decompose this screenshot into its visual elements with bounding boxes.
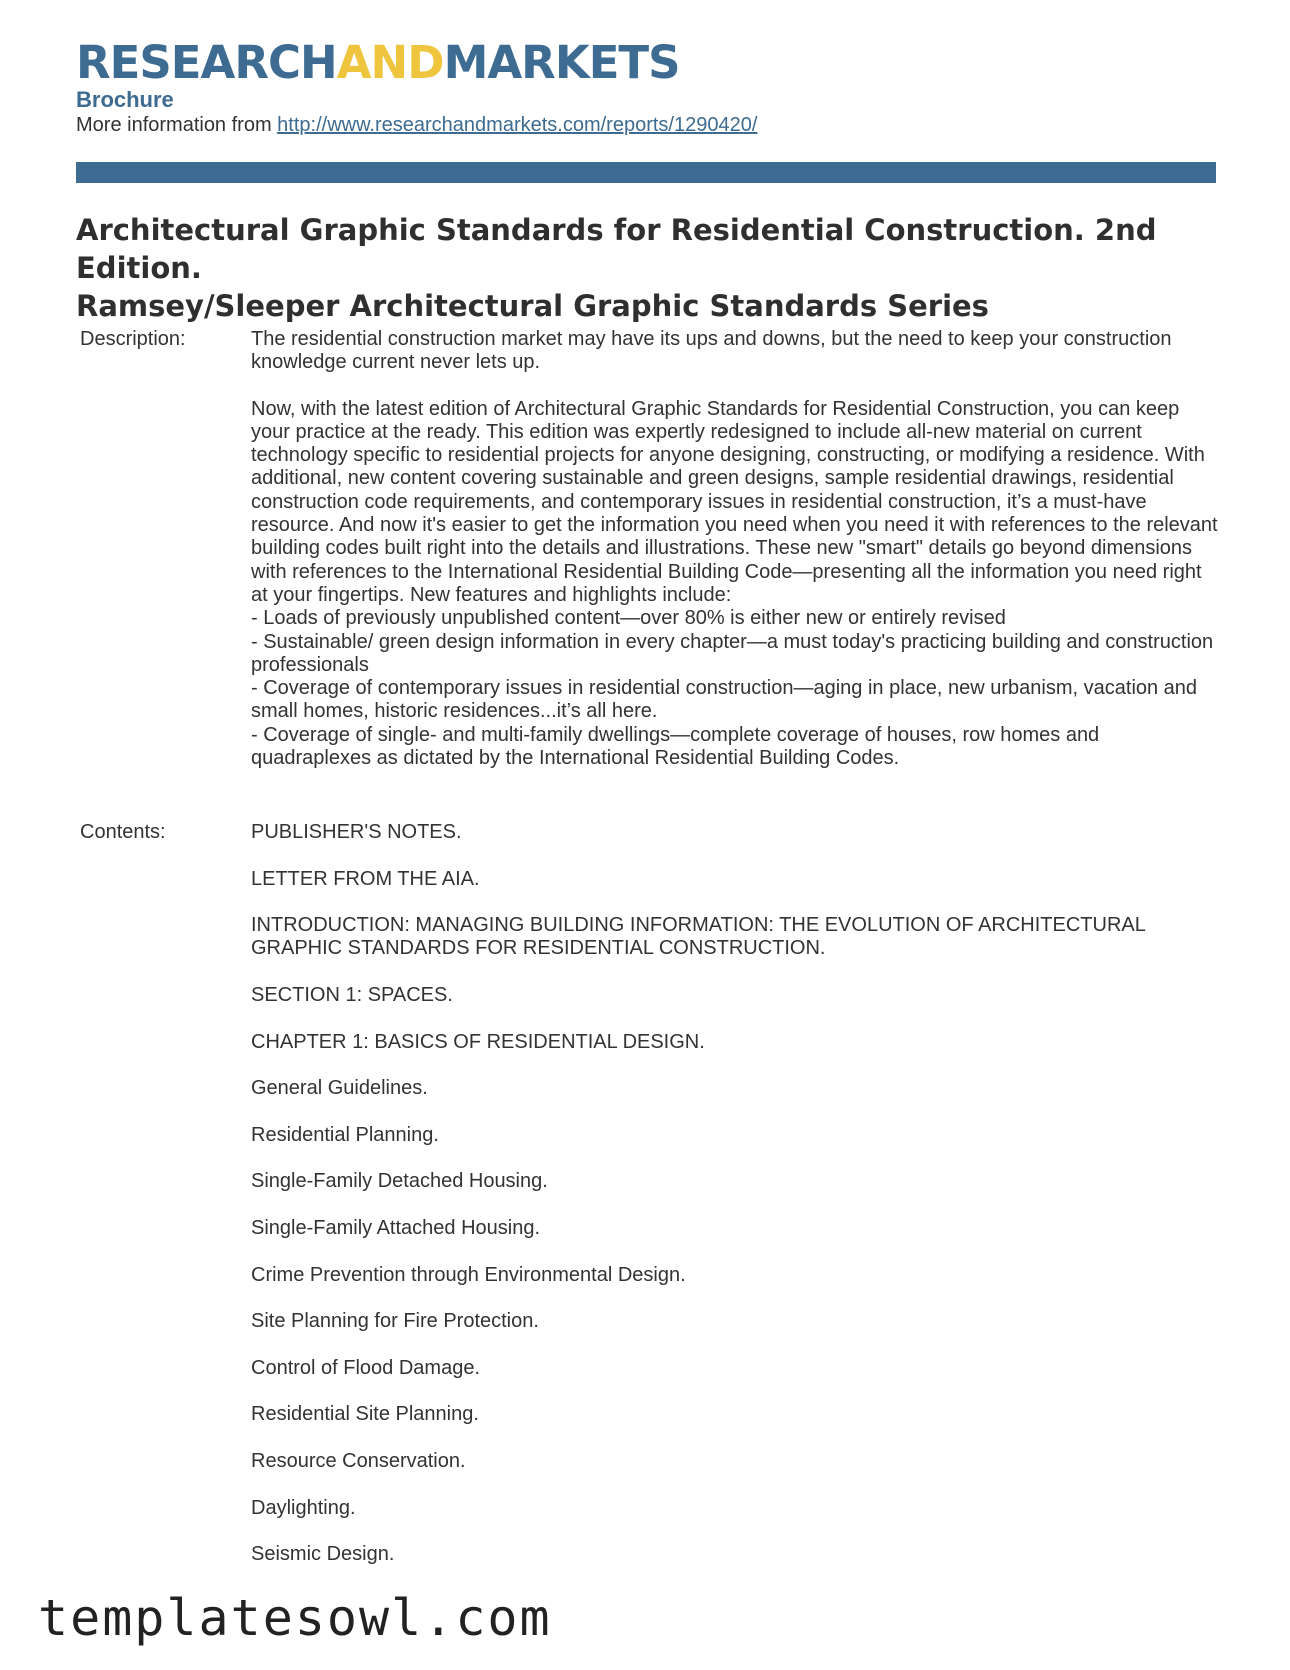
contents-list (251, 821, 1221, 1590)
description-paragraph-1: The residential construction market may have its ups and downs, but the need to keep your construction knowledge current never lets up. (251, 328, 1172, 374)
more-info-prefix: More information from (76, 114, 278, 136)
logo-and: AND (336, 36, 444, 89)
contents-item: CHAPTER 1: BASICS OF RESIDENTIAL DESIGN. (251, 1030, 705, 1053)
contents-item: INTRODUCTION: MANAGING BUILDING INFORMATION: THE EVOLUTION OF ARCHITECTURAL GRAPHIC STANDARDS FOR RESIDENTIAL CONSTRUCTION. (251, 914, 1146, 960)
description-paragraph-2 (251, 398, 1221, 771)
company-logo (76, 36, 680, 90)
contents-item: PUBLISHER'S NOTES. (251, 821, 462, 843)
contents-item: SECTION 1: SPACES. (251, 984, 453, 1007)
contents-item: General Guidelines. (251, 1077, 428, 1100)
feature-bullet-4: - Coverage of single- and multi-family dwellings—complete coverage of houses, row homes and quadraplexes as dictated by the International Residential Building Codes. (251, 723, 1100, 770)
description-paragraph-2-text: Now, with the latest edition of Architectural Graphic Standards for Residential Construction, you can keep your practice at the ready. This edition was expertly redesigned to include all-new material on current technology specific to residential projects for anyone designing, constructing, or modifying a residence. With additional, new content covering sustainable and green designs, sample residential drawings, residential construction code requirements, and contemporary issues in residential construction, it’s a must-have resource. And now it's easier to get the information you need when you need it with references to the relevant building codes built right into the details and illustrations. These new "smart" details go beyond dimensions with references to the International Residential Building Code—presenting all the information you need right at your fingertips. New features and highlights include: (251, 397, 1218, 606)
header-divider-bar (76, 162, 1216, 183)
brochure-label: Brochure (76, 87, 174, 112)
title-line-2: Ramsey/Sleeper Architectural Graphic Standards Series (76, 289, 989, 323)
site-watermark: templatesowl.com (38, 1589, 552, 1647)
contents-item: Daylighting. (251, 1496, 356, 1519)
contents-item: Residential Site Planning. (251, 1403, 479, 1426)
description-body (251, 328, 1221, 770)
feature-bullet-2: - Sustainable/ green design information in every chapter—a must today's practicing building and construction professionals (251, 630, 1214, 676)
contents-item: Control of Flood Damage. (251, 1356, 481, 1379)
contents-item: Site Planning for Fire Protection. (251, 1310, 539, 1333)
logo-markets: MARKETS (443, 36, 680, 89)
title-line-1: Architectural Graphic Standards for Residential Construction. 2nd Edition. (76, 213, 1157, 285)
logo-research: RESEARCH (76, 36, 337, 89)
more-info-line (76, 112, 757, 138)
description-label: Description: (80, 328, 186, 350)
contents-item: Seismic Design. (251, 1543, 395, 1566)
contents-item: Residential Planning. (251, 1123, 439, 1146)
contents-label: Contents: (80, 821, 166, 843)
page-title (76, 211, 1226, 325)
contents-item: Resource Conservation. (251, 1450, 466, 1473)
contents-item: Single-Family Detached Housing. (251, 1170, 548, 1193)
contents-item: Single-Family Attached Housing. (251, 1217, 541, 1240)
contents-item: LETTER FROM THE AIA. (251, 867, 480, 890)
contents-item: Crime Prevention through Environmental Design. (251, 1263, 686, 1286)
report-link[interactable]: http://www.researchandmarkets.com/reports/1290420/ (277, 114, 758, 136)
feature-bullet-3: - Coverage of contemporary issues in residential construction—aging in place, new urbanism, vacation and small homes, historic residences...it’s all here. (251, 677, 1198, 723)
feature-bullet-1: - Loads of previously unpublished content—over 80% is either new or entirely revised (251, 607, 1006, 630)
